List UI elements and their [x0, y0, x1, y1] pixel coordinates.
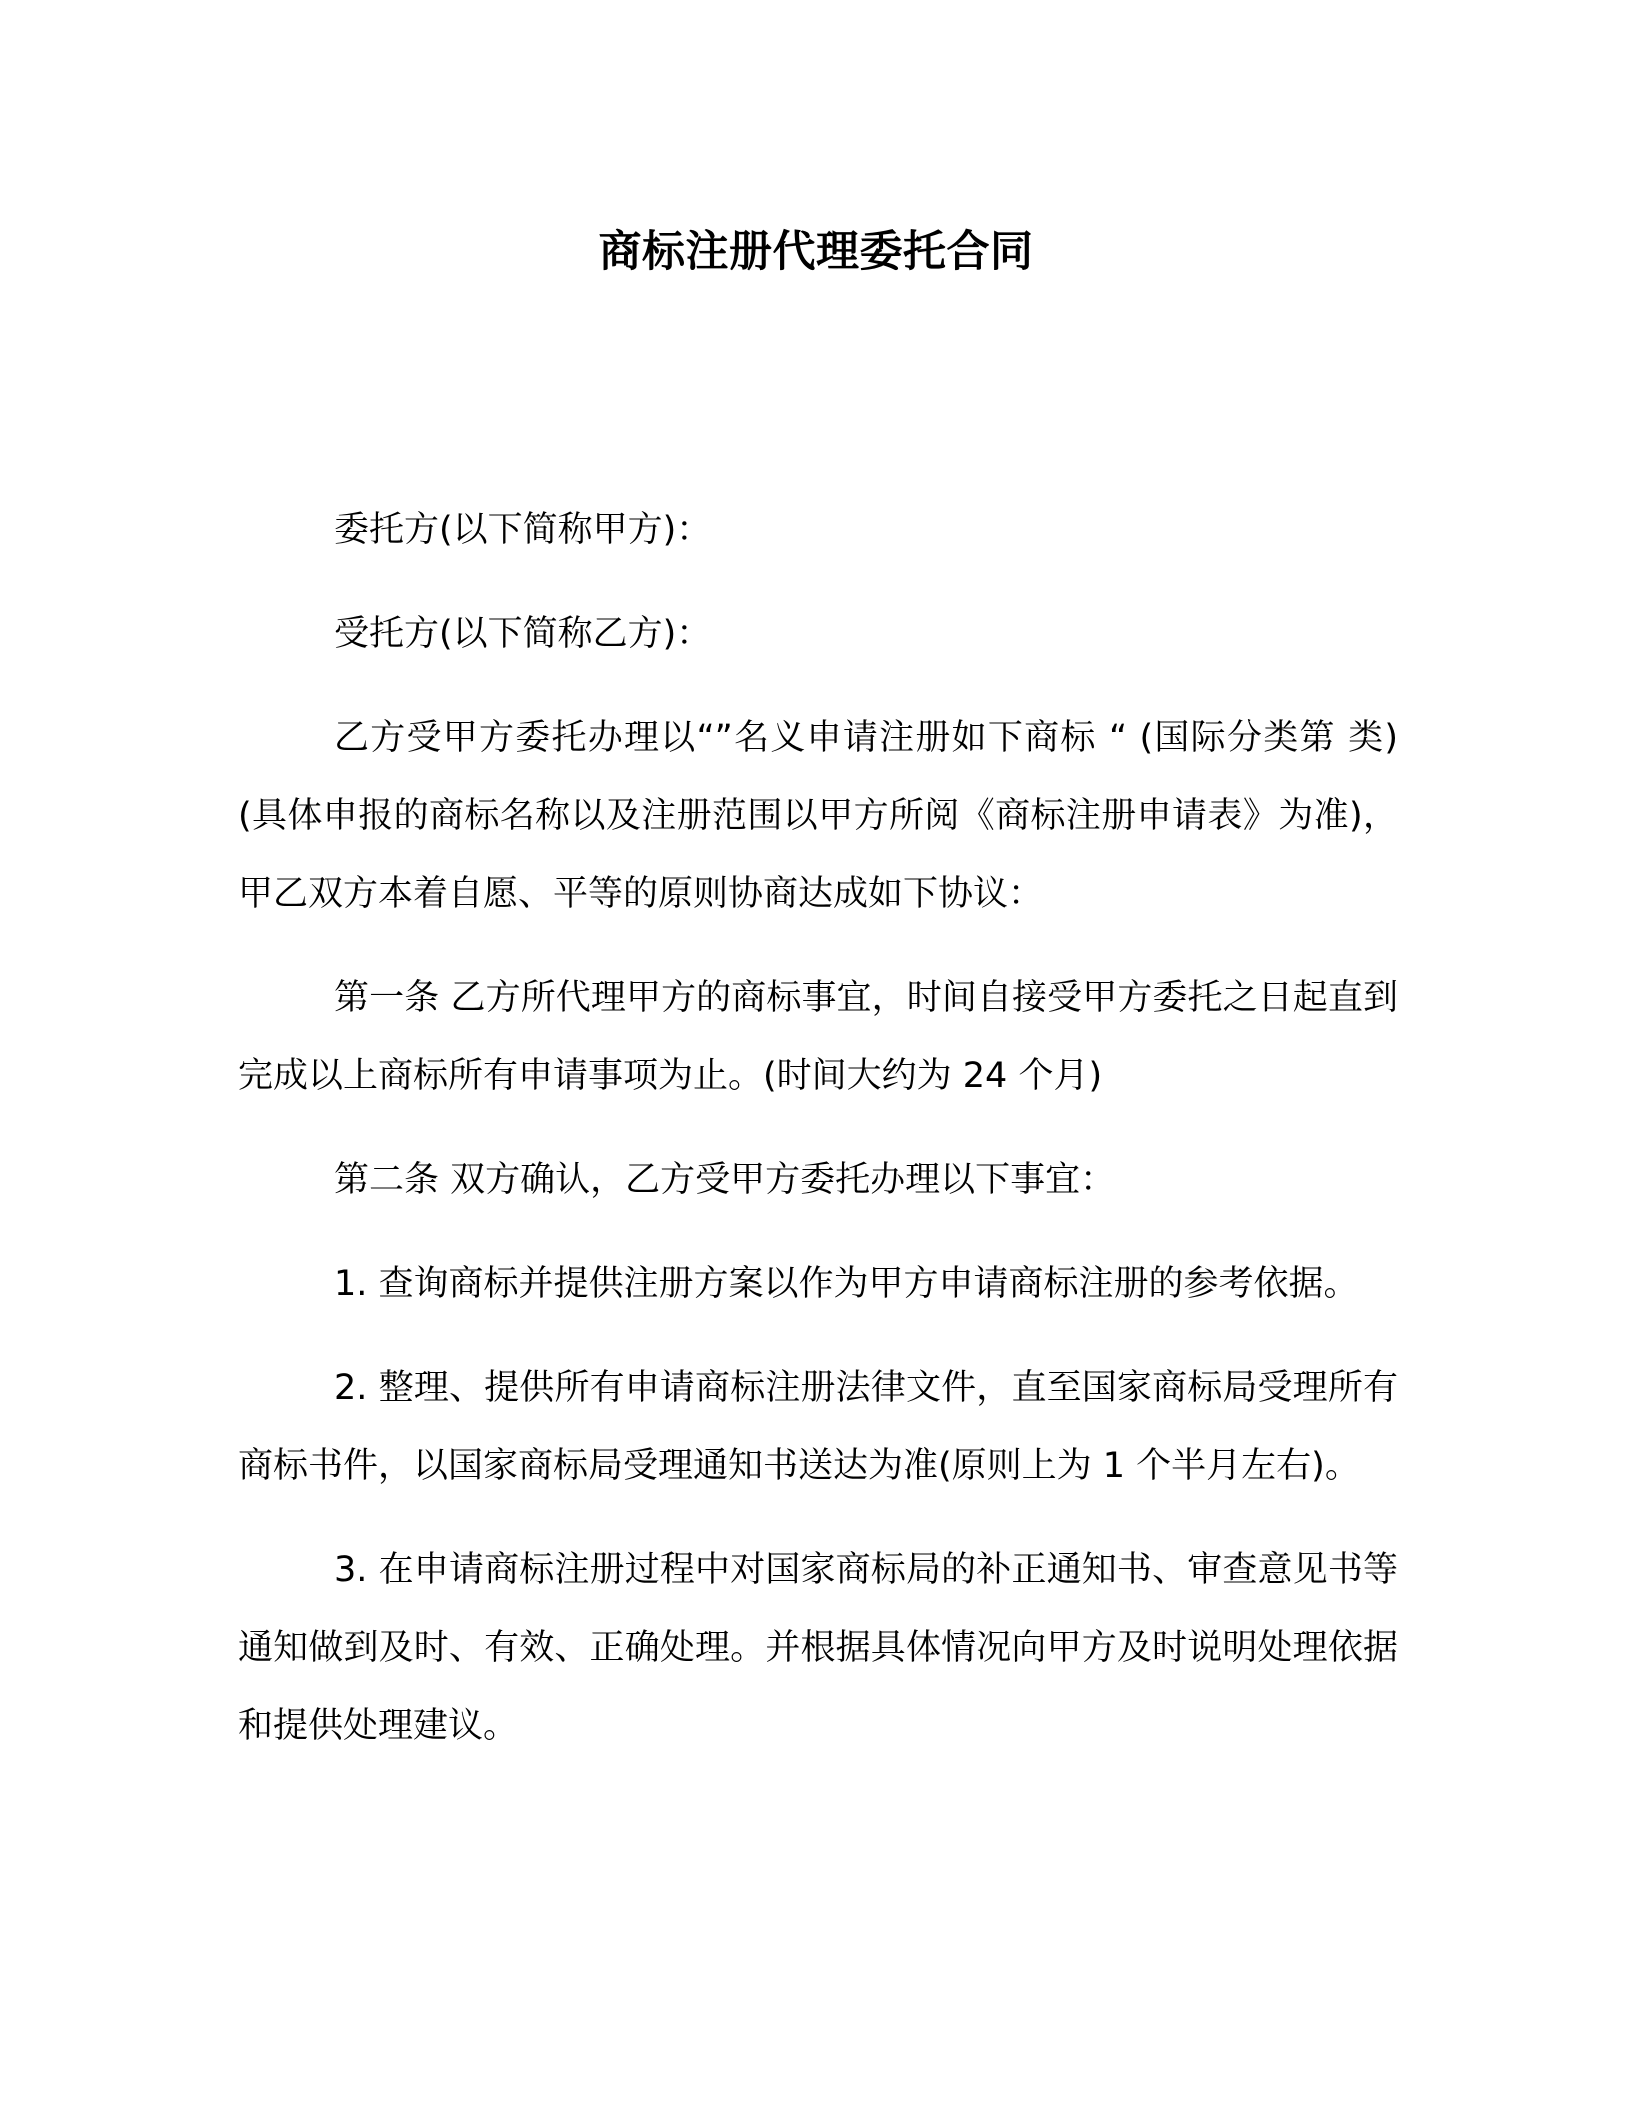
- paragraph-item-1: 1. 查询商标并提供注册方案以作为甲方申请商标注册的参考依据。: [334, 1264, 1359, 1304]
- paragraph-article-1: 第一条 乙方所代理甲方的商标事宜，时间自接受甲方委托之日起直到完成以上商标所有申请事项为止。(时间大约为 24 个月): [238, 978, 1398, 1096]
- document-title: 商标注册代理委托合同: [598, 227, 1034, 277]
- paragraph-agent: 受托方(以下简称乙方)：: [334, 614, 712, 654]
- paragraph-item-2: 2. 整理、提供所有申请商标注册法律文件，直至国家商标局受理所有商标书件，以国家商标局受理通知书送达为准(原则上为 1 个半月左右)。: [238, 1368, 1398, 1486]
- document-body: [238, 491, 1398, 1791]
- paragraph-client: 委托方(以下简称甲方)：: [334, 510, 712, 550]
- paragraph-item-3: 3. 在申请商标注册过程中对国家商标局的补正通知书、审查意见书等通知做到及时、有效、正确处理。并根据具体情况向甲方及时说明处理依据和提供处理建议。: [238, 1550, 1398, 1746]
- paragraph-article-2: 第二条 双方确认，乙方受甲方委托办理以下事宜：: [334, 1160, 1116, 1200]
- paragraph-preamble: 乙方受甲方委托办理以“”名义申请注册如下商标 “ (国际分类第 类) (具体申报的商标名称以及注册范围以甲方所阅《商标注册申请表》为准)，甲乙双方本着自愿、平等的原则协商达成如下协议：: [238, 718, 1398, 914]
